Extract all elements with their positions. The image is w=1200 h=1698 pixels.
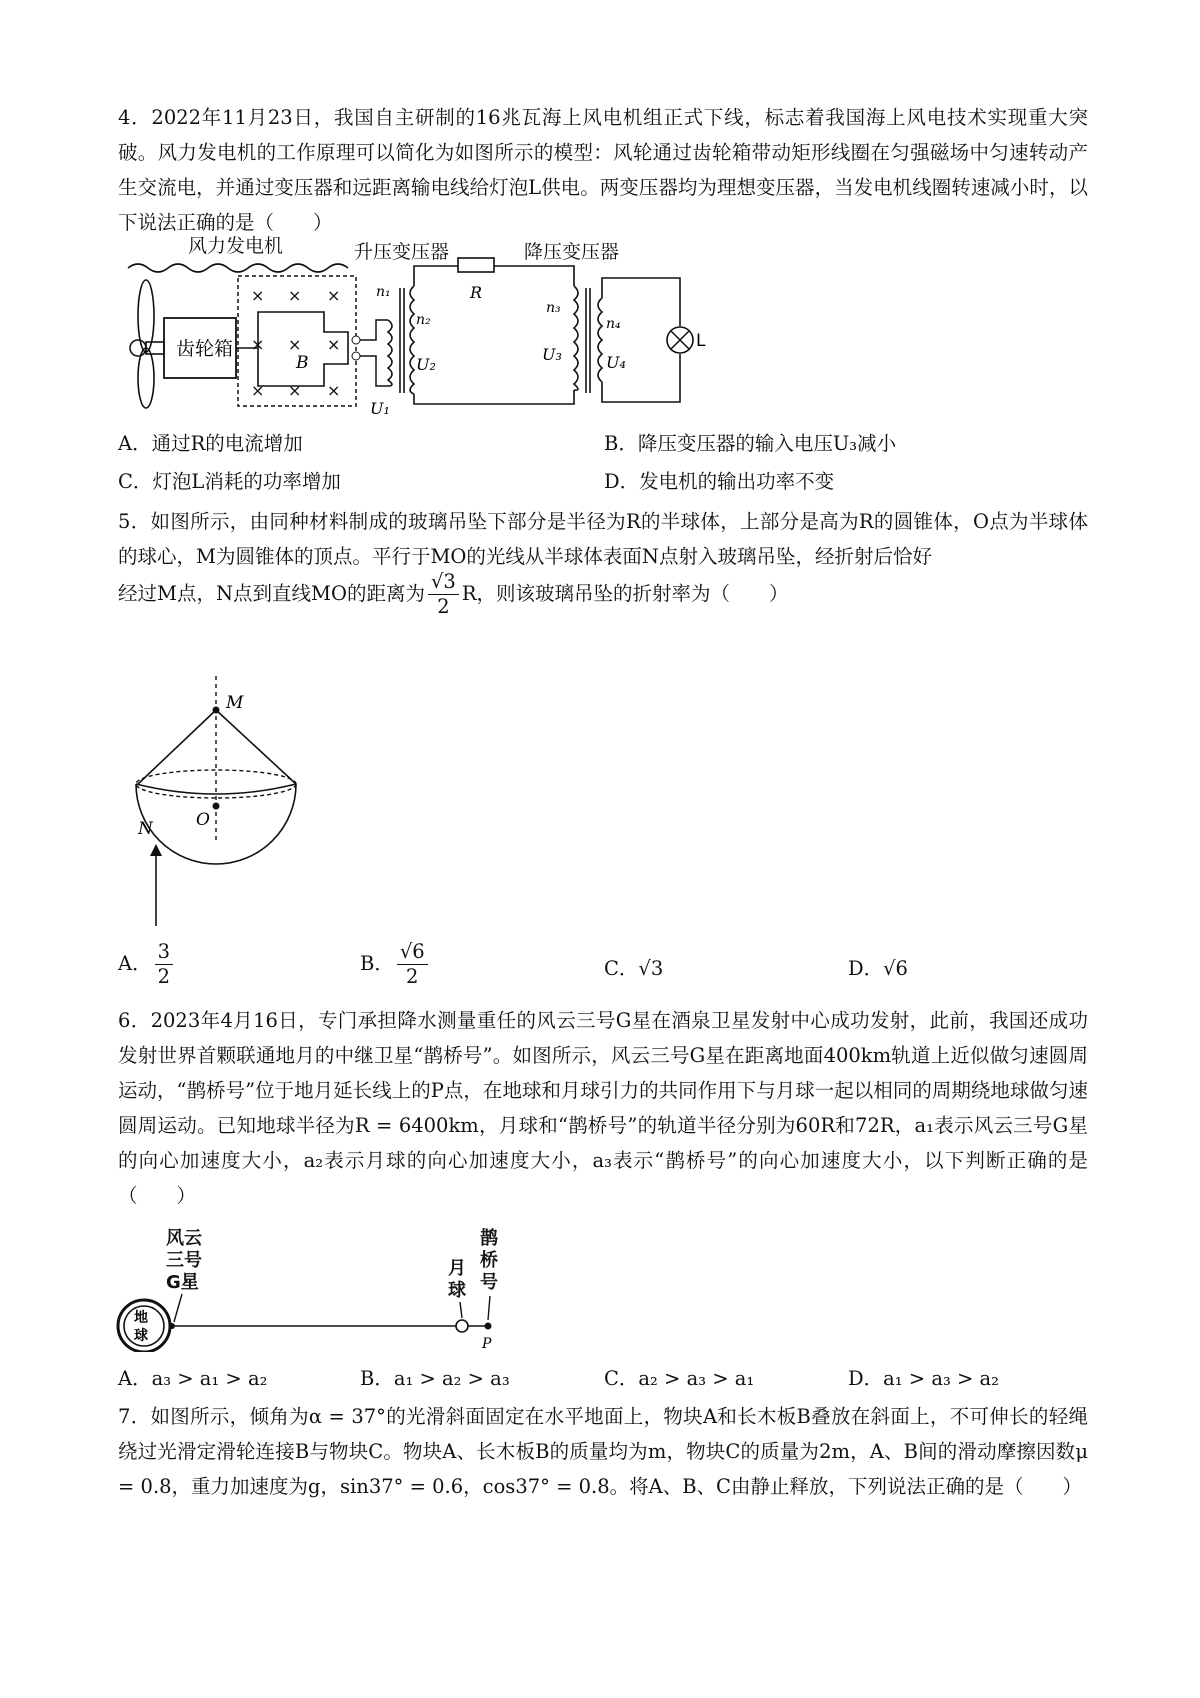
svg-text:U₃: U₃ [542,345,562,364]
svg-text:风云: 风云 [166,1228,202,1249]
resistor-R [458,258,494,272]
q6-option-b[interactable]: B．a₁ > a₂ > a₃ [360,1367,510,1390]
label-O: O [196,810,210,830]
svg-text:桥: 桥 [480,1250,498,1271]
svg-text:地: 地 [134,1310,148,1326]
svg-text:三号: 三号 [166,1250,202,1271]
q5-option-c[interactable]: C．√3 [604,957,664,980]
svg-text:球: 球 [134,1328,148,1344]
q5-stem: 5．如图所示，由同种材料制成的玻璃吊坠下部分是半径为R的半球体，上部分是高为R的圆锥体，O点为半球体的球心，M为圆锥体的顶点。平行于MO的光线从半球体表面N点射入玻璃吊坠，经折射后恰好 [118,510,1088,568]
q4-option-d[interactable]: D．发电机的输出功率不变 [604,470,835,493]
q4-option-b[interactable]: B．降压变压器的输入电压U₃减小 [604,432,897,455]
svg-text:R: R [470,283,483,302]
svg-text:×: × [251,381,265,400]
svg-text:×: × [251,286,265,305]
moon-icon [456,1320,468,1332]
q6-stem: 6．2023年4月16日，专门承担降水测量重任的风云三号G星在酒泉卫星发射中心成功发射，此前，我国还成功发射世界首颗联通地月的中继卫星“鹊桥号”。如图所示，风云三号G星在距离地面400km轨道上近似做匀速圆周运动，“鹊桥号”位于地月延长线上的P点，在地球和月球引力的共同作用下与月球一起以相同的周期绕地球做匀速圆周运动。已知地球半径为R = 6400km，月球和“鹊桥号”的轨道半径分别为60R和72R，a₁表示风云三号G星的向心加速度大小，a₂表示月球的向心加速度大小，a₃表示“鹊桥号”的向心加速度大小，以下判断正确的是（ ） [118,1009,1088,1207]
svg-text:U₁: U₁ [370,399,390,418]
svg-text:月: 月 [448,1258,466,1279]
svg-text:×: × [288,381,302,400]
q4-option-c[interactable]: C．灯泡L消耗的功率增加 [118,470,341,493]
svg-text:×: × [327,381,341,400]
label-B: B [296,353,309,373]
q5-option-d[interactable]: D．√6 [848,957,908,980]
q5-option-a[interactable]: A． $\frac{3}{2}$ [118,940,176,989]
q4-option-a[interactable]: A．通过R的电流增加 [118,432,303,455]
svg-text:L: L [696,331,706,351]
label-N: N [138,819,153,839]
wind-turbine-icon [130,280,164,408]
svg-text:U₄: U₄ [606,353,626,372]
q5-stem-line2: 经过M点，N点到直线MO的距离为 $\frac{√3}{2}$ R，则该玻璃吊坠的折射率为（ ） [118,570,789,618]
svg-text:P: P [482,1336,492,1352]
label-step-down: 降压变压器 [524,241,620,263]
q5-pendant-figure [116,672,312,934]
q5-option-b[interactable]: B． $\frac{√6}{2}$ [360,940,431,989]
gearbox-label: 齿轮箱 [176,338,234,360]
svg-text:G星: G星 [166,1272,199,1293]
svg-text:×: × [327,335,341,354]
q5-fraction: $\frac{√3}{2}$ [428,570,459,619]
svg-text:号: 号 [480,1272,498,1293]
lamp-icon [667,327,693,353]
q7-stem: 7．如图所示，倾角为α = 37°的光滑斜面固定在水平地面上，物块A和长木板B叠放在斜面上，不可伸长的轻绳绕过光滑定滑轮连接B与物块C。物块A、长木板B的质量均为m，物块C的质量为2m，A、B间的滑动摩擦因数μ = 0.8，重力加速度为g，sin37° = 0.6，cos37° = 0.8。将A、B、C由静止释放，下列说法正确的是（ ） [118,1405,1088,1498]
svg-text:×: × [288,286,302,305]
svg-text:n₃: n₃ [546,300,561,316]
svg-text:n₄: n₄ [606,316,621,332]
svg-text:n₂: n₂ [416,312,431,328]
q6-option-c[interactable]: C．a₂ > a₃ > a₁ [604,1367,755,1390]
q6-option-a[interactable]: A．a₃ > a₁ > a₂ [118,1367,268,1390]
q6-orbit-figure [116,1222,512,1352]
svg-text:×: × [251,335,265,354]
q6-option-d[interactable]: D．a₁ > a₃ > a₂ [848,1367,999,1390]
q4-stem: 4．2022年11月23日，我国自主研制的16兆瓦海上风电机组正式下线，标志着我国海上风电技术实现重大突破。风力发电机的工作原理可以简化为如图所示的模型：风轮通过齿轮箱带动矩形线圈在匀强磁场中匀速转动产生交流电，并通过变压器和远距离输电线给灯泡L供电。两变压器均为理想变压器，当发电机线圈转速减小时，以下说法正确的是（ ） [118,106,1088,234]
svg-text:×: × [288,335,302,354]
svg-text:鹊: 鹊 [480,1228,498,1249]
svg-text:U₂: U₂ [416,355,436,374]
svg-text:球: 球 [448,1280,466,1301]
earth-icon [118,1300,170,1352]
q4-circuit-figure [118,228,708,418]
label-step-up: 升压变压器 [354,241,450,263]
svg-text:n₁: n₁ [376,284,391,300]
label-generator: 风力发电机 [188,235,284,257]
label-M: M [226,693,244,713]
svg-text:×: × [327,286,341,305]
